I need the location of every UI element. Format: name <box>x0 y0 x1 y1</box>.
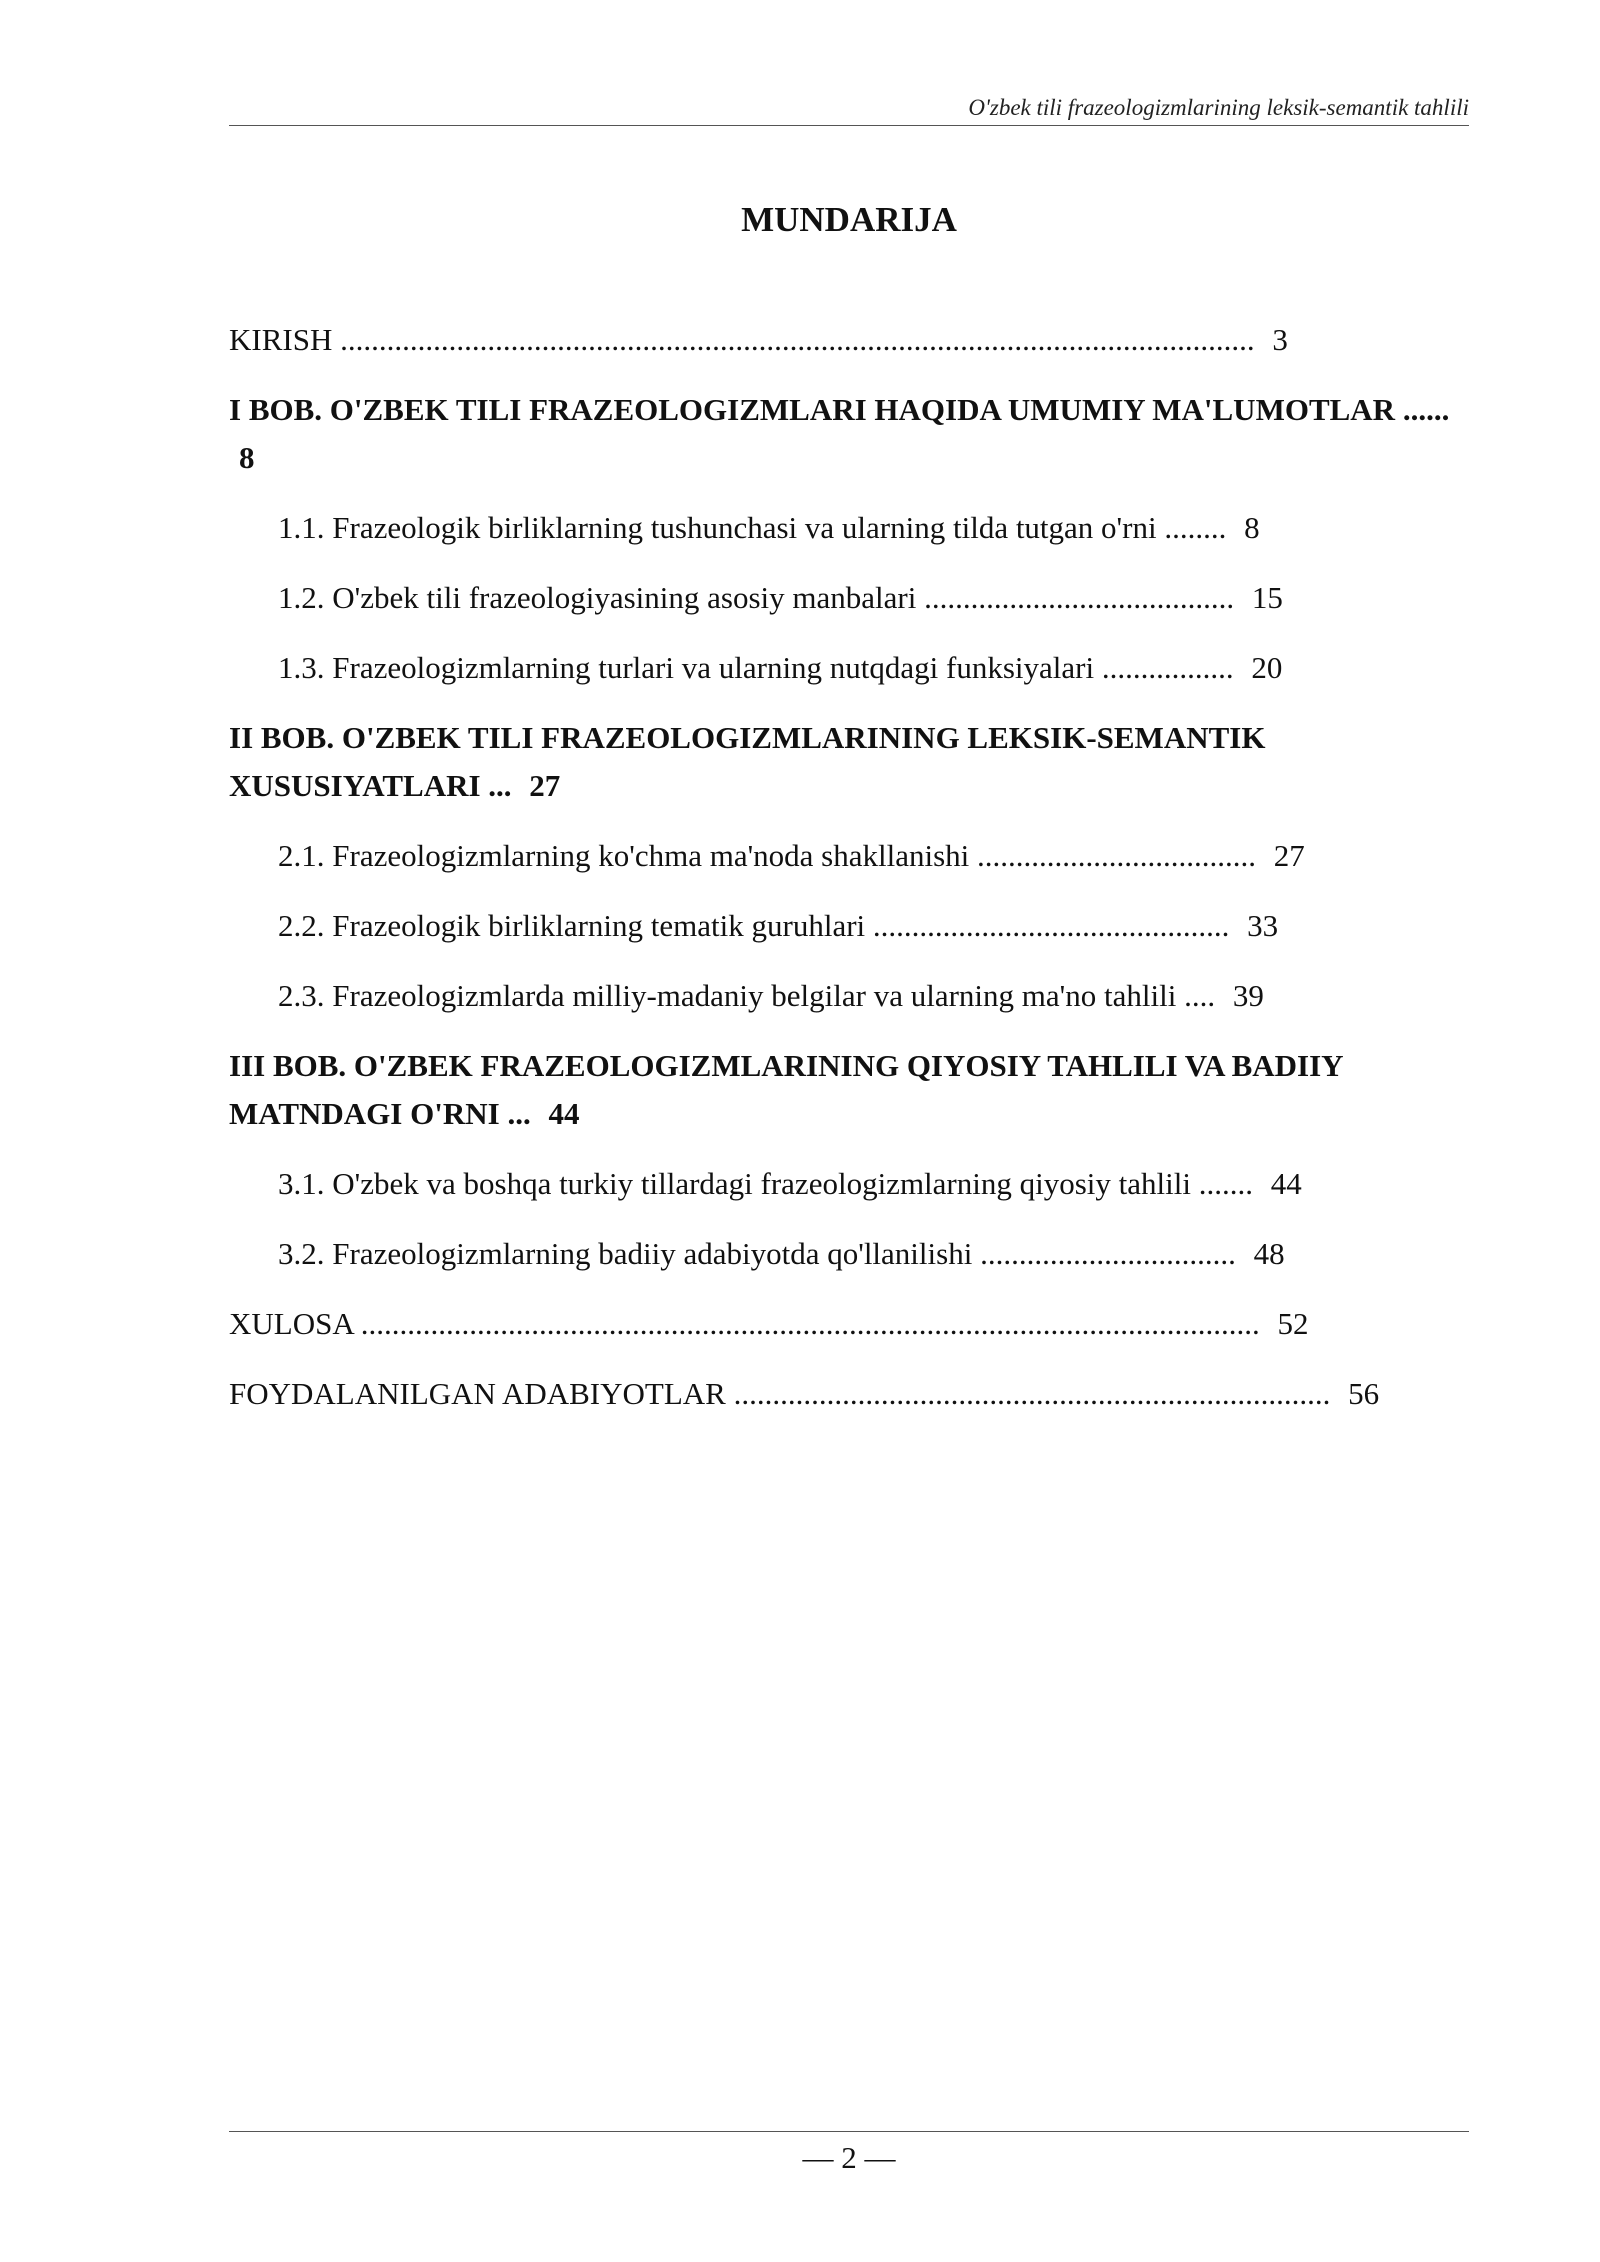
toc-entry-xulosa[interactable] <box>229 1300 1469 1348</box>
toc-page-number: 44 <box>548 1096 580 1131</box>
toc-entry-text: 2.3. Frazeologizmlarda milliy-madaniy belgilar va ularning ma'no tahlili <box>278 978 1177 1013</box>
toc-page-number: 20 <box>1251 650 1283 685</box>
toc-entry-text: 3.1. O'zbek va boshqa turkiy tillardagi frazeologizmlarning qiyosiy tahlili <box>278 1166 1191 1201</box>
toc-page-number: 8 <box>1244 510 1260 545</box>
toc-leader-dots: ...... <box>1402 392 1450 427</box>
toc-page-number: 48 <box>1253 1236 1285 1271</box>
toc-leader-dots: ........ <box>1164 510 1227 545</box>
toc-page-number: 52 <box>1277 1306 1309 1341</box>
toc-leader-dots: .............................................. <box>872 908 1230 943</box>
footer-divider <box>229 2131 1469 2132</box>
toc-page-number: 39 <box>1232 978 1264 1013</box>
toc-leader-dots: ................................. <box>980 1236 1236 1271</box>
toc-entry-3-1[interactable] <box>229 1160 1469 1208</box>
toc-page-number: 56 <box>1348 1376 1380 1411</box>
toc-entry-chapter-2[interactable] <box>229 714 1469 810</box>
toc-page-number: 8 <box>239 440 255 475</box>
toc-page-number: 27 <box>529 768 561 803</box>
toc-entry-1-2[interactable] <box>229 574 1469 622</box>
toc-entry-text: 2.2. Frazeologik birliklarning tematik guruhlari <box>278 908 866 943</box>
toc-leader-dots: ........................................ <box>924 580 1235 615</box>
toc-leader-dots: .................................................................................................................... <box>360 1306 1260 1341</box>
toc-entry-text: 1.2. O'zbek tili frazeologiyasining asosiy manbalari <box>278 580 917 615</box>
toc-entry-1-1[interactable] <box>229 504 1469 552</box>
toc-title: MUNDARIJA <box>741 200 957 239</box>
table-of-contents <box>229 316 1469 1418</box>
toc-entry-text: FOYDALANILGAN ADABIYOTLAR <box>229 1376 726 1411</box>
toc-entry-text: II BOB. O'ZBEK TILI FRAZEOLOGIZMLARINING LEKSIK-SEMANTIK XUSUSIYATLARI <box>229 720 1266 803</box>
toc-leader-dots: .................................... <box>977 838 1257 873</box>
toc-entry-1-3[interactable] <box>229 644 1469 692</box>
toc-entry-text: XULOSA <box>229 1306 354 1341</box>
toc-entry-chapter-3[interactable] <box>229 1042 1469 1138</box>
toc-entry-text: 3.2. Frazeologizmlarning badiiy adabiyotda qo'llanilishi <box>278 1236 973 1271</box>
toc-page-number: 33 <box>1247 908 1279 943</box>
toc-entry-text: KIRISH <box>229 322 333 357</box>
toc-entry-text: III BOB. O'ZBEK FRAZEOLOGIZMLARINING QIYOSIY TAHLILI VA BADIIY MATNDAGI O'RNI <box>229 1048 1343 1131</box>
toc-leader-dots: .... <box>1184 978 1216 1013</box>
toc-entry-text: 2.1. Frazeologizmlarning ko'chma ma'noda shakllanishi <box>278 838 970 873</box>
toc-leader-dots: ...................................................................................................................... <box>340 322 1255 357</box>
toc-page-number: 27 <box>1273 838 1305 873</box>
toc-leader-dots: ... <box>488 768 512 803</box>
toc-entry-2-2[interactable] <box>229 902 1469 950</box>
toc-entry-3-2[interactable] <box>229 1230 1469 1278</box>
toc-leader-dots: ................. <box>1101 650 1234 685</box>
toc-entry-adabiyotlar[interactable] <box>229 1370 1469 1418</box>
page-number: — 2 — <box>802 2140 896 2175</box>
toc-entry-text: I BOB. O'ZBEK TILI FRAZEOLOGIZMLARI HAQIDA UMUMIY MA'LUMOTLAR <box>229 392 1396 427</box>
toc-entry-chapter-1[interactable] <box>229 386 1469 482</box>
toc-page-number: 15 <box>1251 580 1283 615</box>
toc-entry-2-1[interactable] <box>229 832 1469 880</box>
toc-leader-dots: ............................................................................. <box>733 1376 1331 1411</box>
toc-entry-2-3[interactable] <box>229 972 1469 1020</box>
toc-leader-dots: ....... <box>1198 1166 1253 1201</box>
toc-entry-kirish[interactable] <box>229 316 1469 364</box>
toc-entry-text: 1.3. Frazeologizmlarning turlari va ularning nutqdagi funksiyalari <box>278 650 1095 685</box>
header-divider <box>229 125 1469 126</box>
toc-page-number: 3 <box>1272 322 1288 357</box>
toc-page-number: 44 <box>1270 1166 1302 1201</box>
toc-entry-text: 1.1. Frazeologik birliklarning tushunchasi va ularning tilda tutgan o'rni <box>278 510 1157 545</box>
running-header: O'zbek tili frazeologizmlarining leksik-semantik tahlili <box>968 95 1469 120</box>
toc-leader-dots: ... <box>507 1096 531 1131</box>
